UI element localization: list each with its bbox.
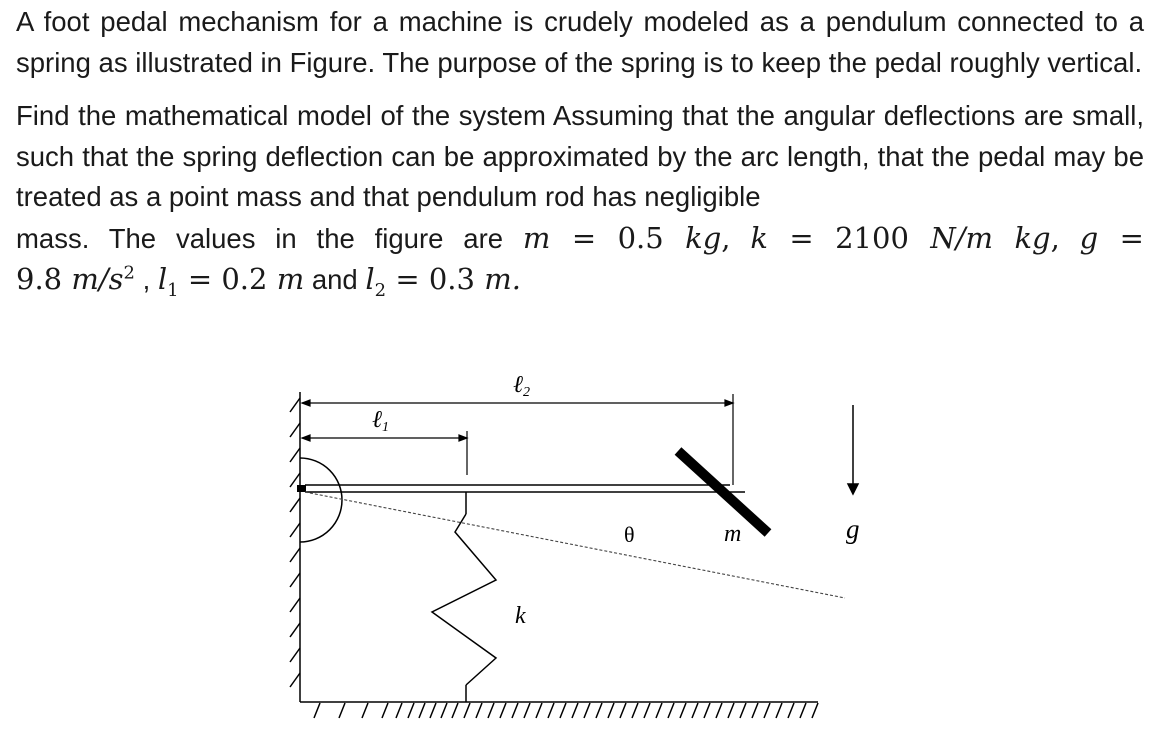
spring-constant-value: k = 2100 N/m kg,: [750, 220, 1060, 255]
label-k: k: [515, 603, 526, 629]
deflected-position-line: [305, 492, 845, 598]
label-l1: ℓ1: [372, 407, 389, 435]
gravity-symbol: g =: [1079, 220, 1144, 255]
wall: [290, 392, 300, 702]
label-theta: θ: [624, 522, 635, 547]
gravity-value: 9.8 $m/s^2$: [16, 262, 135, 296]
and-word: and: [311, 264, 358, 295]
label-l2: ℓ2: [513, 372, 530, 400]
problem-paragraph-2: Find the mathematical model of the system Assuming that the angular deflections are small, such that the spring deflection can be approximated by the arc length, that the pedal may be treated as a point mass and that pendulum rod has negligible: [16, 100, 1144, 212]
gravity-arrow: [848, 405, 858, 494]
wall-hatching: [290, 398, 300, 687]
pivot-point: [297, 485, 306, 492]
pendulum-rod: [305, 485, 745, 492]
given-values-line-2: 9.8 $m/s^2$ , $l_1 = 0.2$ m and $l_2 = 0.3$ m.: [16, 262, 521, 301]
problem-paragraph-1: A foot pedal mechanism for a machine is crudely modeled as a pendulum connected to a spring as illustrated in Figure. The purpose of the spring is to keep the pedal roughly vertical.: [16, 6, 1144, 78]
values-intro: mass. The values in the figure are: [16, 222, 504, 254]
label-m: m: [724, 521, 742, 547]
l2-value: $l_2 = 0.3$ m.: [365, 262, 521, 301]
l1-value: $l_1 = 0.2$ m: [157, 262, 305, 301]
ground-hatching: [314, 703, 818, 718]
dimension-l2: [302, 394, 733, 485]
ground: [300, 702, 818, 718]
mass-value: m = 0.5 kg,: [522, 220, 731, 255]
label-g: g: [846, 514, 860, 544]
pivot-bracket: [300, 458, 342, 542]
